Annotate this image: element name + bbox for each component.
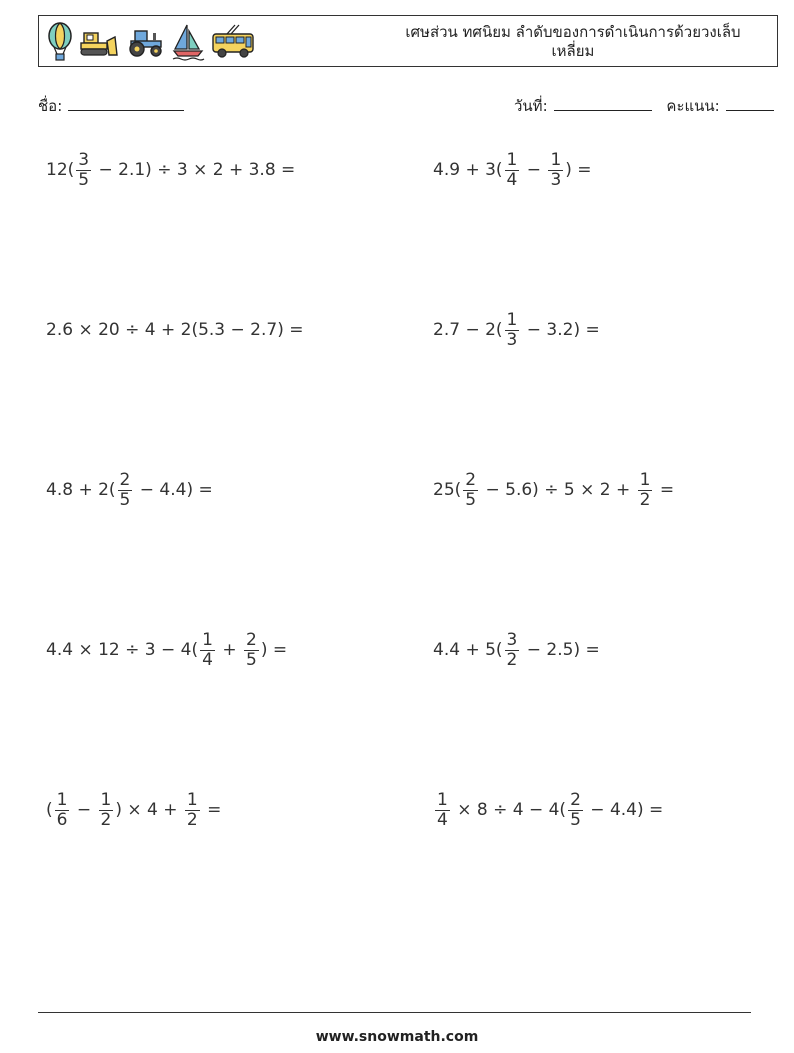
numerator: 2: [570, 789, 581, 810]
expression-text: −: [521, 160, 547, 180]
numerator: 1: [506, 149, 518, 170]
denominator: 2: [100, 809, 112, 830]
fraction: [55, 791, 70, 830]
expression-text: (: [46, 800, 53, 820]
fraction: [99, 791, 114, 830]
expression-text: 4.4 + 5(: [433, 640, 503, 660]
numerator: 2: [119, 469, 131, 490]
expression-text: − 5.6) ÷ 5 × 2 +: [480, 480, 636, 500]
denominator: 2: [186, 809, 198, 830]
denominator: 3: [550, 169, 562, 190]
problem-2: [433, 140, 592, 200]
denominator: 3: [506, 329, 518, 350]
hot-air-balloon-icon: [47, 22, 73, 62]
expression-text: − 3.2) =: [521, 320, 600, 340]
fraction: [200, 631, 215, 670]
header-icons: [47, 21, 255, 63]
problem-4: [433, 300, 600, 360]
expression-text: − 2.5) =: [521, 640, 600, 660]
denominator: 4: [202, 649, 213, 670]
tractor-icon: [125, 27, 165, 57]
problem-5: [46, 460, 213, 520]
expression-text: ) × 4 +: [115, 800, 183, 820]
numerator: 1: [437, 789, 448, 810]
expression-text: − 4.4) =: [584, 800, 664, 820]
fraction: [118, 471, 133, 510]
score-blank[interactable]: [726, 96, 774, 111]
problem-7: [46, 620, 287, 680]
fraction: [76, 151, 91, 190]
trolleybus-icon: [211, 24, 255, 60]
denominator: 5: [245, 649, 257, 670]
expression-text: ) =: [260, 640, 288, 660]
date-score-fields: [514, 94, 774, 118]
numerator: 1: [100, 789, 112, 810]
title-line-1: เศษส่วน ทศนิยม ลำดับของการดำเนินการด้วยวงเล็บ: [405, 23, 741, 41]
denominator: 4: [506, 169, 518, 190]
denominator: 2: [506, 649, 518, 670]
numerator: 3: [506, 629, 518, 650]
expression-text: 4.4 × 12 ÷ 3 − 4(: [46, 640, 199, 660]
denominator: 6: [56, 809, 68, 830]
numerator: 1: [186, 789, 198, 810]
denominator: 4: [437, 809, 448, 830]
footer-divider: [38, 1012, 751, 1013]
fraction: [463, 471, 478, 510]
expression-text: 4.9 + 3(: [433, 160, 503, 180]
expression-text: =: [201, 800, 222, 820]
worksheet-title: [383, 23, 763, 61]
numerator: 3: [78, 149, 90, 170]
numerator: 1: [506, 309, 518, 330]
numerator: 1: [639, 469, 651, 490]
expression-text: +: [216, 640, 242, 660]
expression-text: ) =: [565, 160, 592, 180]
fraction: [244, 631, 259, 670]
sailboat-icon: [171, 23, 205, 61]
fraction: [435, 791, 450, 830]
expression-text: −: [71, 800, 97, 820]
expression-text: 2.6 × 20 ÷ 4 + 2(5.3 − 2.7) =: [46, 320, 304, 340]
expression-text: − 2.1) ÷ 3 × 2 + 3.8 =: [93, 160, 296, 180]
name-blank[interactable]: [68, 96, 184, 111]
numerator: 2: [245, 629, 257, 650]
numerator: 2: [465, 469, 477, 490]
fraction: [568, 791, 583, 830]
problem-3: [46, 300, 304, 360]
denominator: 5: [570, 809, 581, 830]
expression-text: =: [654, 480, 675, 500]
expression-text: 2.7 − 2(: [433, 320, 503, 340]
bulldozer-icon: [79, 27, 119, 57]
expression-text: 25(: [433, 480, 462, 500]
fraction: [548, 151, 563, 190]
expression-text: 12(: [46, 160, 75, 180]
title-line-2: เหลี่ยม: [551, 42, 595, 60]
fraction: [505, 631, 520, 670]
date-label: วันที่:: [514, 97, 548, 115]
name-label: ชื่อ:: [38, 97, 63, 115]
denominator: 5: [119, 489, 131, 510]
numerator: 1: [202, 629, 213, 650]
footer-website: www.snowmath.com: [315, 1029, 479, 1045]
name-field: [38, 94, 184, 118]
problem-9: [46, 780, 221, 840]
denominator: 2: [639, 489, 651, 510]
problem-1: [46, 140, 295, 200]
numerator: 1: [550, 149, 562, 170]
denominator: 5: [78, 169, 90, 190]
date-blank[interactable]: [554, 96, 652, 111]
problem-10: [433, 780, 663, 840]
problem-6: [433, 460, 674, 520]
fraction: [185, 791, 200, 830]
numerator: 1: [56, 789, 68, 810]
expression-text: × 8 ÷ 4 − 4(: [451, 800, 567, 820]
problem-8: [433, 620, 600, 680]
score-label: คะแนน:: [666, 97, 720, 115]
fraction: [505, 151, 520, 190]
expression-text: 4.8 + 2(: [46, 480, 116, 500]
fraction: [505, 311, 520, 350]
denominator: 5: [465, 489, 477, 510]
expression-text: − 4.4) =: [134, 480, 213, 500]
fraction: [638, 471, 653, 510]
worksheet-header: [38, 15, 778, 67]
